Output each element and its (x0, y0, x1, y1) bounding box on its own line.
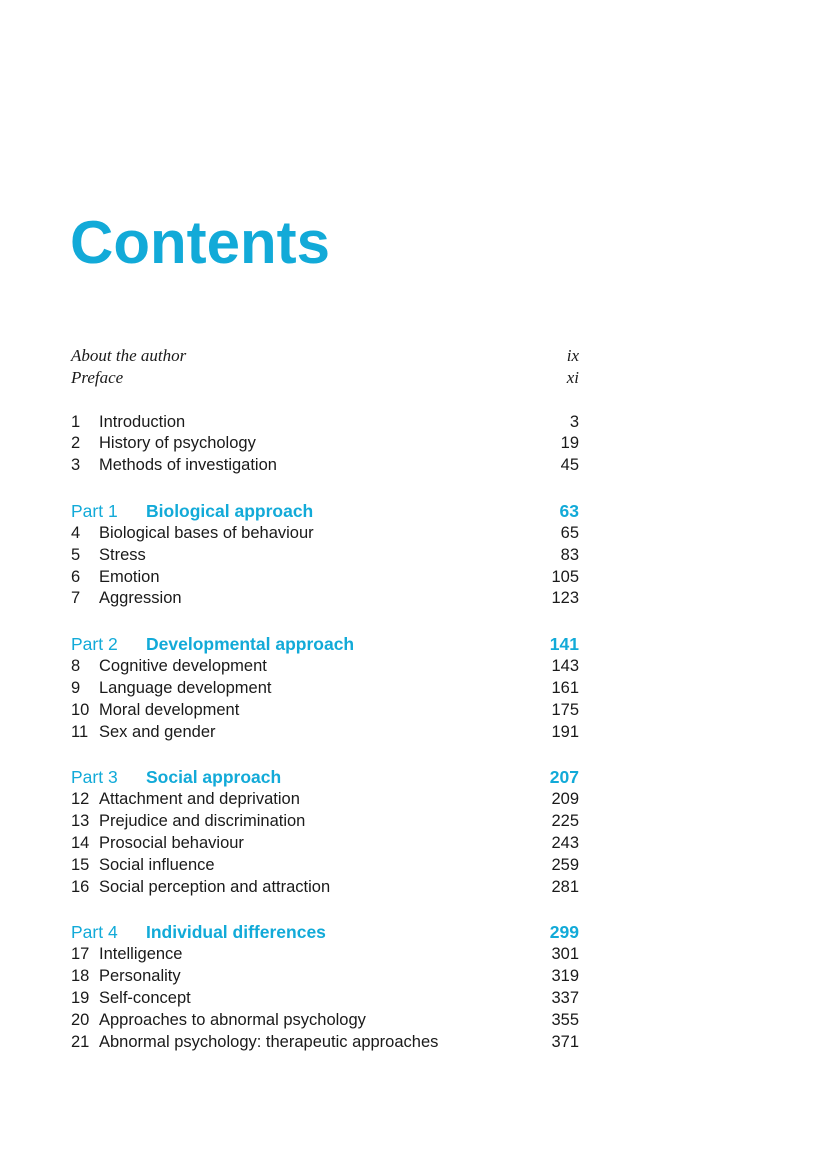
chapter-page: 225 (551, 812, 579, 831)
chapter-title: Attachment and deprivation (99, 790, 300, 809)
part-title: Individual differences (146, 922, 326, 943)
chapter-number: 2 (71, 434, 81, 453)
chapter-page: 45 (560, 456, 579, 475)
toc-chapter[interactable] (71, 944, 579, 966)
chapter-title: Aggression (99, 589, 182, 608)
part-label: Part 1 (71, 500, 118, 521)
chapter-title: Cognitive development (99, 657, 267, 676)
chapter-page: 355 (551, 1010, 579, 1029)
chapter-title: Prosocial behaviour (99, 833, 244, 852)
toc-entry-preface[interactable] (71, 367, 579, 389)
chapter-page: 105 (551, 567, 579, 586)
toc-chapter[interactable] (71, 455, 579, 477)
part-title: Social approach (146, 767, 282, 788)
toc-chapter[interactable] (71, 877, 579, 899)
chapter-title: Methods of investigation (99, 456, 277, 475)
chapter-page: 143 (551, 657, 579, 676)
chapter-title: Sex and gender (99, 722, 216, 741)
chapter-title: History of psychology (99, 434, 256, 453)
chapter-number: 14 (71, 833, 90, 852)
chapter-number: 7 (71, 589, 81, 608)
chapter-title: Introduction (99, 412, 186, 431)
part-label: Part 2 (71, 634, 118, 655)
toc-chapter[interactable] (71, 523, 579, 545)
toc-chapter[interactable] (71, 966, 579, 988)
chapter-page: 191 (551, 722, 579, 741)
toc-entry-page: ix (566, 346, 579, 365)
chapter-page: 301 (551, 945, 579, 964)
toc-entry-page: xi (566, 367, 579, 387)
chapter-number: 13 (71, 812, 90, 831)
toc-chapter[interactable] (71, 855, 579, 877)
part-title: Developmental approach (146, 634, 355, 655)
toc-chapter[interactable] (71, 700, 579, 722)
chapter-page: 319 (551, 967, 579, 986)
toc-chapter[interactable] (71, 588, 579, 610)
chapter-number: 3 (71, 456, 81, 475)
toc-chapter[interactable] (71, 833, 579, 855)
chapter-title: Biological bases of behaviour (99, 523, 314, 542)
toc-chapter[interactable] (71, 722, 579, 744)
chapter-page: 161 (551, 678, 579, 697)
chapter-title: Language development (99, 678, 272, 697)
toc-entry-title: Preface (71, 367, 124, 387)
chapter-page: 281 (551, 877, 579, 896)
toc-chapter[interactable] (71, 678, 579, 700)
chapter-title: Emotion (99, 567, 160, 586)
chapter-number: 6 (71, 567, 81, 586)
part-page: 141 (549, 634, 579, 655)
chapter-number: 5 (71, 545, 81, 564)
chapter-title: Social perception and attraction (99, 877, 331, 896)
toc-part-heading[interactable] (71, 920, 579, 944)
chapter-number: 8 (71, 657, 81, 676)
toc-part-heading[interactable] (71, 499, 579, 523)
toc-chapter[interactable] (71, 412, 579, 434)
part-label: Part 3 (71, 767, 118, 788)
toc-entry-title: About the author (71, 346, 187, 365)
chapter-page: 243 (551, 833, 579, 852)
chapter-number: 15 (71, 855, 90, 874)
chapter-number: 18 (71, 967, 90, 986)
chapter-page: 259 (551, 855, 579, 874)
chapter-number: 12 (71, 790, 90, 809)
chapter-title: Stress (99, 545, 146, 564)
chapter-number: 20 (71, 1010, 90, 1029)
toc-chapter[interactable] (71, 811, 579, 833)
toc-chapter[interactable] (71, 988, 579, 1010)
table-of-contents (71, 345, 579, 1053)
chapter-title: Personality (99, 967, 181, 986)
chapter-number: 16 (71, 877, 90, 896)
chapter-number: 1 (71, 412, 81, 431)
chapter-page: 337 (551, 988, 579, 1007)
toc-chapter[interactable] (71, 656, 579, 678)
chapter-number: 19 (71, 988, 90, 1007)
toc-chapter[interactable] (71, 433, 579, 455)
chapter-page: 371 (551, 1032, 579, 1051)
chapter-title: Social influence (99, 855, 215, 874)
part-page: 207 (549, 767, 579, 788)
chapter-number: 21 (71, 1032, 90, 1051)
part-title: Biological approach (146, 500, 314, 521)
part-page: 63 (559, 500, 579, 521)
chapter-title: Moral development (99, 700, 240, 719)
chapter-title: Intelligence (99, 945, 183, 964)
chapter-page: 3 (569, 412, 579, 431)
chapter-page: 65 (560, 523, 579, 542)
toc-part-heading[interactable] (71, 765, 579, 789)
toc-entry-about-author[interactable] (71, 345, 579, 367)
toc-chapter[interactable] (71, 1010, 579, 1032)
toc-chapter[interactable] (71, 545, 579, 567)
chapter-number: 4 (71, 523, 81, 542)
chapter-number: 10 (71, 700, 90, 719)
chapter-page: 175 (551, 700, 579, 719)
chapter-number: 17 (71, 945, 90, 964)
chapter-title: Self-concept (99, 988, 191, 1007)
toc-chapter[interactable] (71, 567, 579, 589)
part-page: 299 (549, 922, 579, 943)
page-title: Contents (70, 209, 330, 276)
chapter-number: 11 (71, 722, 89, 741)
chapter-page: 123 (551, 589, 579, 608)
chapter-title: Approaches to abnormal psychology (99, 1010, 366, 1029)
chapter-page: 83 (560, 545, 579, 564)
chapter-title: Prejudice and discrimination (99, 812, 306, 831)
toc-chapter[interactable] (71, 789, 579, 811)
chapter-number: 9 (71, 678, 81, 697)
part-label: Part 4 (71, 922, 118, 943)
chapter-page: 19 (560, 434, 579, 453)
toc-part-heading[interactable] (71, 632, 579, 656)
chapter-page: 209 (551, 790, 579, 809)
chapter-title: Abnormal psychology: therapeutic approaches (99, 1032, 439, 1051)
toc-chapter[interactable] (71, 1032, 579, 1054)
